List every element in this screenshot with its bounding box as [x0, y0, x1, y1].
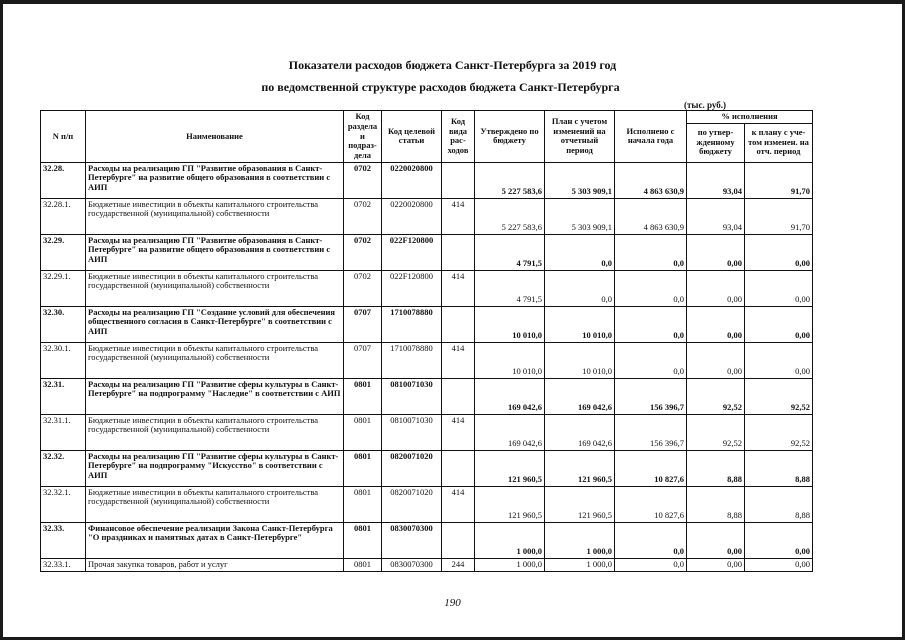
row-type-code: 414 [442, 486, 475, 522]
units-label: (тыс. руб.) [684, 100, 726, 110]
row-type-code [442, 234, 475, 270]
row-pct-plan: 8,88 [745, 486, 813, 522]
row-executed: 10 827,6 [615, 486, 687, 522]
row-pct-plan: 0,00 [745, 342, 813, 378]
header-pct-budget: по утвер-жденному бюджету [687, 123, 745, 162]
row-number: 32.33. [41, 522, 86, 558]
header-num: N п/п [41, 111, 86, 163]
row-pct-plan: 0,00 [745, 306, 813, 342]
table-row [41, 522, 813, 558]
scan-edge-top [0, 0, 905, 4]
row-pct-plan: 0,00 [745, 558, 813, 571]
row-name: Бюджетные инвестиции в объекты капитального строительства государственной (муниципальной) собственности [86, 270, 344, 306]
table-row [41, 270, 813, 306]
row-approved: 10 010,0 [475, 342, 545, 378]
row-pct-plan: 91,70 [745, 162, 813, 198]
row-pct-budget: 8,88 [687, 450, 745, 486]
header-pct-plan: к плану с уче-том изменен. на отч. период [745, 123, 813, 162]
row-pct-budget: 92,52 [687, 378, 745, 414]
table-row [41, 198, 813, 234]
table-header [41, 111, 813, 163]
row-approved: 169 042,6 [475, 378, 545, 414]
row-approved: 1 000,0 [475, 522, 545, 558]
table-row [41, 234, 813, 270]
row-executed: 10 827,6 [615, 450, 687, 486]
header-approved: Утверждено по бюджету [475, 111, 545, 163]
row-approved: 5 227 583,6 [475, 162, 545, 198]
row-section-code: 0702 [344, 234, 382, 270]
row-number: 32.29. [41, 234, 86, 270]
row-pct-budget: 0,00 [687, 306, 745, 342]
header-name: Наименование [86, 111, 344, 163]
row-plan: 121 960,5 [545, 486, 615, 522]
row-pct-plan: 0,00 [745, 522, 813, 558]
row-approved: 4 791,5 [475, 270, 545, 306]
row-pct-budget: 8,88 [687, 486, 745, 522]
row-number: 32.28. [41, 162, 86, 198]
row-article-code: 022F120800 [382, 234, 442, 270]
budget-table [40, 110, 813, 572]
row-section-code: 0801 [344, 486, 382, 522]
header-article-code: Код целевой статьи [382, 111, 442, 163]
row-number: 32.31. [41, 378, 86, 414]
row-executed: 0,0 [615, 558, 687, 571]
row-name: Расходы на реализацию ГП "Развитие сферы культуры в Санкт-Петербурге" на подпрограмму "Искусство" в соответствии с АИП [86, 450, 344, 486]
document-title: Показатели расходов бюджета Санкт-Петербурга за 2019 год [288, 58, 617, 72]
header-executed: Исполнено с начала года [615, 111, 687, 163]
row-number: 32.33.1. [41, 558, 86, 571]
row-section-code: 0801 [344, 450, 382, 486]
table-row [41, 558, 813, 571]
row-pct-budget: 93,04 [687, 198, 745, 234]
row-number: 32.32.1. [41, 486, 86, 522]
table-row [41, 162, 813, 198]
table-row [41, 450, 813, 486]
row-number: 32.31.1. [41, 414, 86, 450]
row-plan: 169 042,6 [545, 414, 615, 450]
table-row [41, 486, 813, 522]
row-executed: 0,0 [615, 522, 687, 558]
row-article-code: 0810071030 [382, 414, 442, 450]
row-section-code: 0702 [344, 162, 382, 198]
row-plan: 5 303 909,1 [545, 162, 615, 198]
header-section-code: Код раздела и подраз-дела [344, 111, 382, 163]
row-plan: 1 000,0 [545, 522, 615, 558]
row-number: 32.30. [41, 306, 86, 342]
row-number: 32.30.1. [41, 342, 86, 378]
row-approved: 4 791,5 [475, 234, 545, 270]
row-executed: 0,0 [615, 270, 687, 306]
row-approved: 169 042,6 [475, 414, 545, 450]
row-article-code: 0220020800 [382, 162, 442, 198]
row-section-code: 0707 [344, 342, 382, 378]
table-row [41, 414, 813, 450]
header-plan: План с учетом изменений на отчетный период [545, 111, 615, 163]
row-plan: 5 303 909,1 [545, 198, 615, 234]
row-number: 32.29.1. [41, 270, 86, 306]
row-name: Расходы на реализацию ГП "Развитие сферы культуры в Санкт-Петербурге" на подпрограмму "Наследие" в соответствии с АИП [86, 378, 344, 414]
row-plan: 10 010,0 [545, 342, 615, 378]
row-section-code: 0801 [344, 414, 382, 450]
row-type-code [442, 306, 475, 342]
row-type-code [442, 522, 475, 558]
row-type-code [442, 378, 475, 414]
row-plan: 169 042,6 [545, 378, 615, 414]
row-pct-plan: 92,52 [745, 414, 813, 450]
table-row [41, 306, 813, 342]
row-article-code: 0820071020 [382, 450, 442, 486]
row-section-code: 0702 [344, 270, 382, 306]
row-pct-budget: 0,00 [687, 270, 745, 306]
row-pct-budget: 0,00 [687, 522, 745, 558]
row-name: Бюджетные инвестиции в объекты капитального строительства государственной (муниципальной) собственности [86, 198, 344, 234]
page-number: 190 [444, 597, 461, 609]
row-name: Прочая закупка товаров, работ и услуг [86, 558, 344, 571]
row-section-code: 0707 [344, 306, 382, 342]
header-percent-group: % исполнения [687, 111, 813, 124]
row-plan: 10 010,0 [545, 306, 615, 342]
row-type-code: 414 [442, 414, 475, 450]
row-type-code [442, 450, 475, 486]
row-article-code: 022F120800 [382, 270, 442, 306]
row-pct-plan: 8,88 [745, 450, 813, 486]
row-plan: 0,0 [545, 270, 615, 306]
row-name: Бюджетные инвестиции в объекты капитального строительства государственной (муниципальной) собственности [86, 414, 344, 450]
row-pct-budget: 93,04 [687, 162, 745, 198]
row-type-code: 414 [442, 198, 475, 234]
row-article-code: 0810071030 [382, 378, 442, 414]
row-name: Расходы на реализацию ГП "Развитие образования в Санкт-Петербурге" на развитие общего образования в соответствии с АИП [86, 162, 344, 198]
row-executed: 4 863 630,9 [615, 198, 687, 234]
row-executed: 0,0 [615, 342, 687, 378]
table-row [41, 378, 813, 414]
row-type-code [442, 162, 475, 198]
scan-edge-left [0, 0, 3, 640]
row-name: Финансовое обеспечение реализации Закона Санкт-Петербурга "О праздниках и памятных датах в Санкт-Петербурге" [86, 522, 344, 558]
row-type-code: 414 [442, 342, 475, 378]
row-pct-plan: 91,70 [745, 198, 813, 234]
row-section-code: 0801 [344, 558, 382, 571]
row-section-code: 0801 [344, 378, 382, 414]
row-article-code: 0220020800 [382, 198, 442, 234]
row-article-code: 1710078880 [382, 306, 442, 342]
row-executed: 156 396,7 [615, 378, 687, 414]
table-body [41, 162, 813, 571]
row-approved: 10 010,0 [475, 306, 545, 342]
row-article-code: 1710078880 [382, 342, 442, 378]
row-article-code: 0830070300 [382, 558, 442, 571]
row-executed: 4 863 630,9 [615, 162, 687, 198]
document-subtitle: по ведомственной структуре расходов бюджета Санкт-Петербурга [261, 80, 620, 94]
row-plan: 121 960,5 [545, 450, 615, 486]
row-name: Бюджетные инвестиции в объекты капитального строительства государственной (муниципальной) собственности [86, 342, 344, 378]
row-section-code: 0801 [344, 522, 382, 558]
row-number: 32.32. [41, 450, 86, 486]
row-approved: 1 000,0 [475, 558, 545, 571]
table-row [41, 342, 813, 378]
row-executed: 0,0 [615, 234, 687, 270]
row-pct-plan: 92,52 [745, 378, 813, 414]
row-plan: 1 000,0 [545, 558, 615, 571]
row-approved: 121 960,5 [475, 486, 545, 522]
row-article-code: 0820071020 [382, 486, 442, 522]
row-article-code: 0830070300 [382, 522, 442, 558]
row-section-code: 0702 [344, 198, 382, 234]
row-name: Расходы на реализацию ГП "Создание условий для обеспечения общественного согласия в Санкт-Петербурге" в соответствии с АИП [86, 306, 344, 342]
row-plan: 0,0 [545, 234, 615, 270]
row-executed: 0,0 [615, 306, 687, 342]
row-pct-budget: 0,00 [687, 342, 745, 378]
row-name: Бюджетные инвестиции в объекты капитального строительства государственной (муниципальной) собственности [86, 486, 344, 522]
header-type-code: Код вида рас-ходов [442, 111, 475, 163]
row-executed: 156 396,7 [615, 414, 687, 450]
row-pct-budget: 0,00 [687, 234, 745, 270]
row-type-code: 414 [442, 270, 475, 306]
row-type-code: 244 [442, 558, 475, 571]
row-pct-plan: 0,00 [745, 234, 813, 270]
row-approved: 5 227 583,6 [475, 198, 545, 234]
row-approved: 121 960,5 [475, 450, 545, 486]
row-name: Расходы на реализацию ГП "Развитие образования в Санкт-Петербурге" на развитие общего образования в соответствии с АИП [86, 234, 344, 270]
row-pct-plan: 0,00 [745, 270, 813, 306]
row-number: 32.28.1. [41, 198, 86, 234]
row-pct-budget: 92,52 [687, 414, 745, 450]
row-pct-budget: 0,00 [687, 558, 745, 571]
